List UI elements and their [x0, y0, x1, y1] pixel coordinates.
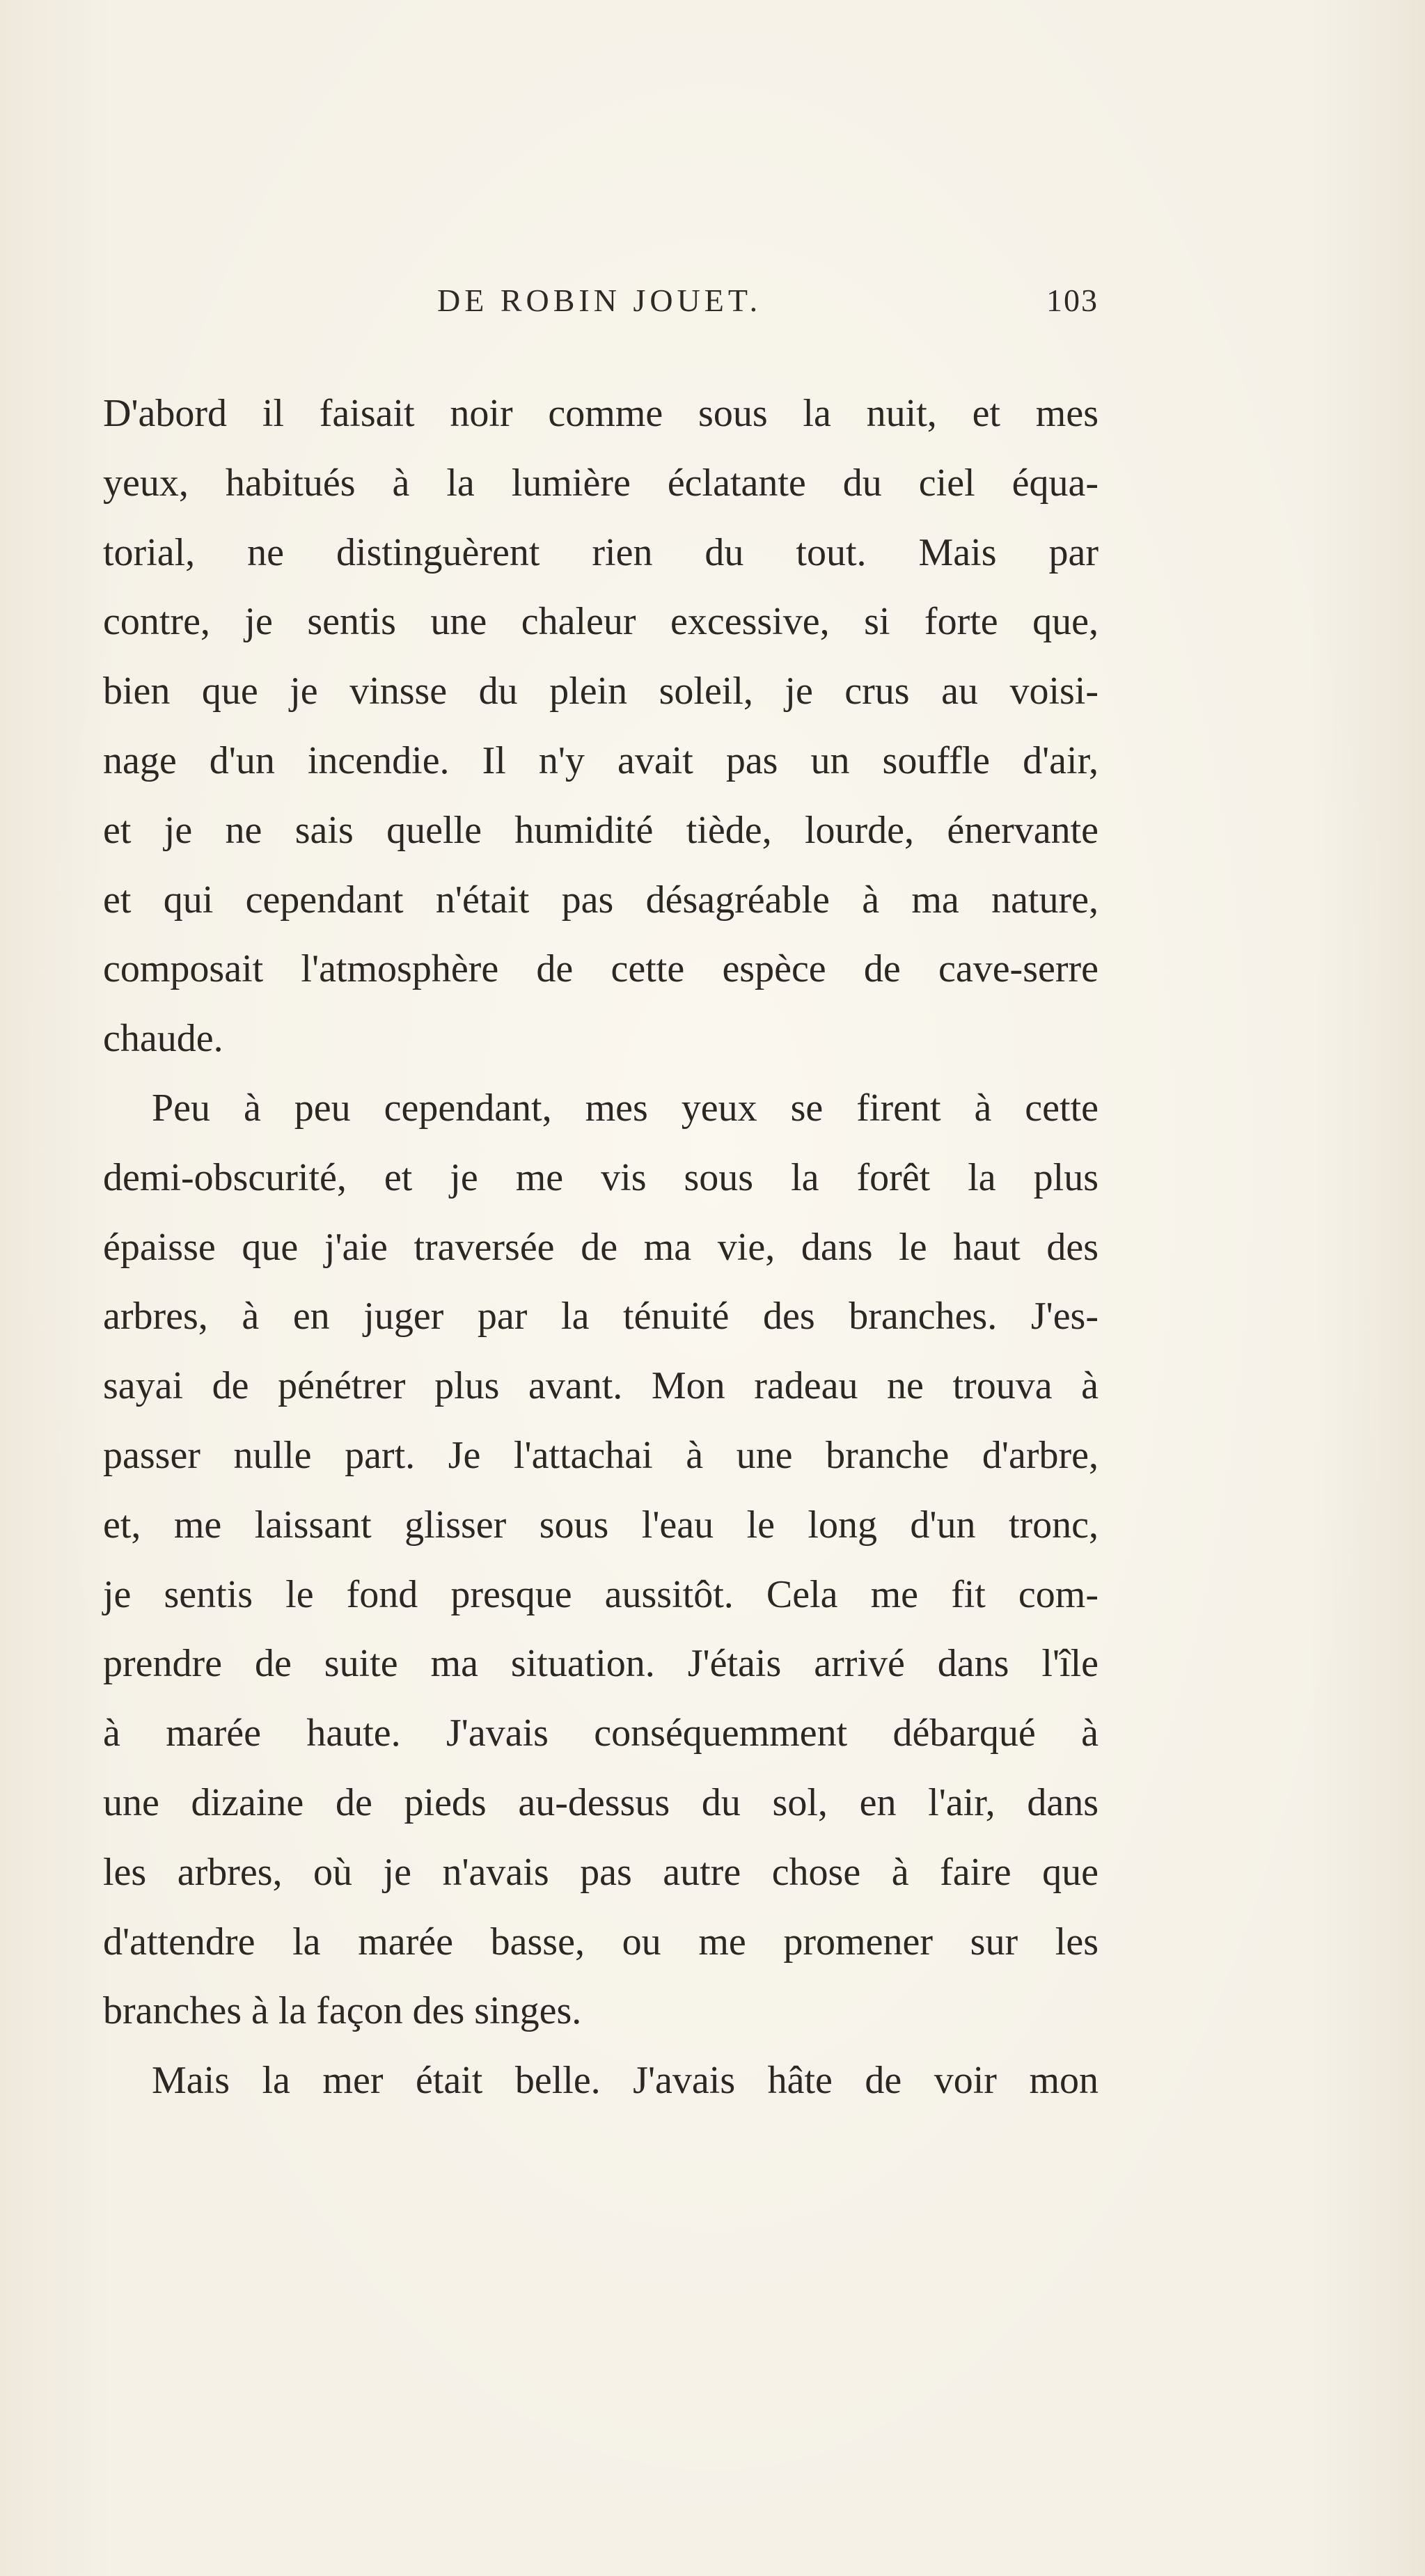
running-title: DE ROBIN JOUET. — [437, 283, 762, 318]
text-line: nage d'un incendie. Il n'y avait pas un souffle d'air, — [103, 738, 1099, 782]
text-line: chaude. — [103, 1017, 223, 1061]
text-line: je sentis le fond presque aussitôt. Cela me fit com- — [103, 1572, 1099, 1616]
text-line: arbres, à en juger par la ténuité des branches. J'es- — [103, 1295, 1099, 1338]
text-line: sayai de pénétrer plus avant. Mon radeau ne trouva à — [103, 1364, 1099, 1408]
text-line: prendre de suite ma situation. J'étais arrivé dans l'île — [103, 1642, 1099, 1686]
text-line: et, me laissant glisser sous l'eau le long d'un tronc, — [103, 1503, 1099, 1547]
text-line: composait l'atmosphère de cette espèce de cave-serre — [103, 947, 1099, 991]
page-header — [103, 282, 1105, 331]
text-line: les arbres, où je n'avais pas autre chose à faire que — [103, 1850, 1099, 1894]
text-line: contre, je sentis une chaleur excessive, si forte que, — [103, 600, 1099, 644]
text-line: et je ne sais quelle humidité tiède, lourde, énervante — [103, 808, 1099, 852]
text-line: torial, ne distinguèrent rien du tout. Mais par — [103, 530, 1099, 574]
text-line: bien que je vinsse du plein soleil, je crus au voisi- — [103, 670, 1099, 713]
text-line: une dizaine de pieds au-dessus du sol, en l'air, dans — [103, 1780, 1099, 1824]
text-line: d'attendre la marée basse, ou me promener sur les — [103, 1920, 1099, 1963]
text-line: à marée haute. J'avais conséquemment débarqué à — [103, 1712, 1099, 1755]
text-line: et qui cependant n'était pas désagréable à ma nature, — [103, 878, 1099, 922]
text-line: branches à la façon des singes. — [103, 1989, 582, 2033]
text-line: yeux, habitués à la lumière éclatante du ciel équa- — [103, 461, 1099, 505]
text-line: passer nulle part. Je l'attachai à une branche d'arbre, — [103, 1433, 1099, 1477]
text-line: épaisse que j'aie traversée de ma vie, dans le haut des — [103, 1225, 1099, 1269]
text-line: D'abord il faisait noir comme sous la nuit, et mes — [103, 392, 1099, 435]
body-text — [103, 379, 1099, 2116]
text-line: Mais la mer était belle. J'avais hâte de voir mon — [152, 2059, 1099, 2103]
text-line: demi-obscurité, et je me vis sous la forêt la plus — [103, 1155, 1099, 1199]
text-line: Peu à peu cependant, mes yeux se firent à cette — [152, 1086, 1099, 1130]
page-number: 103 — [1046, 283, 1099, 318]
